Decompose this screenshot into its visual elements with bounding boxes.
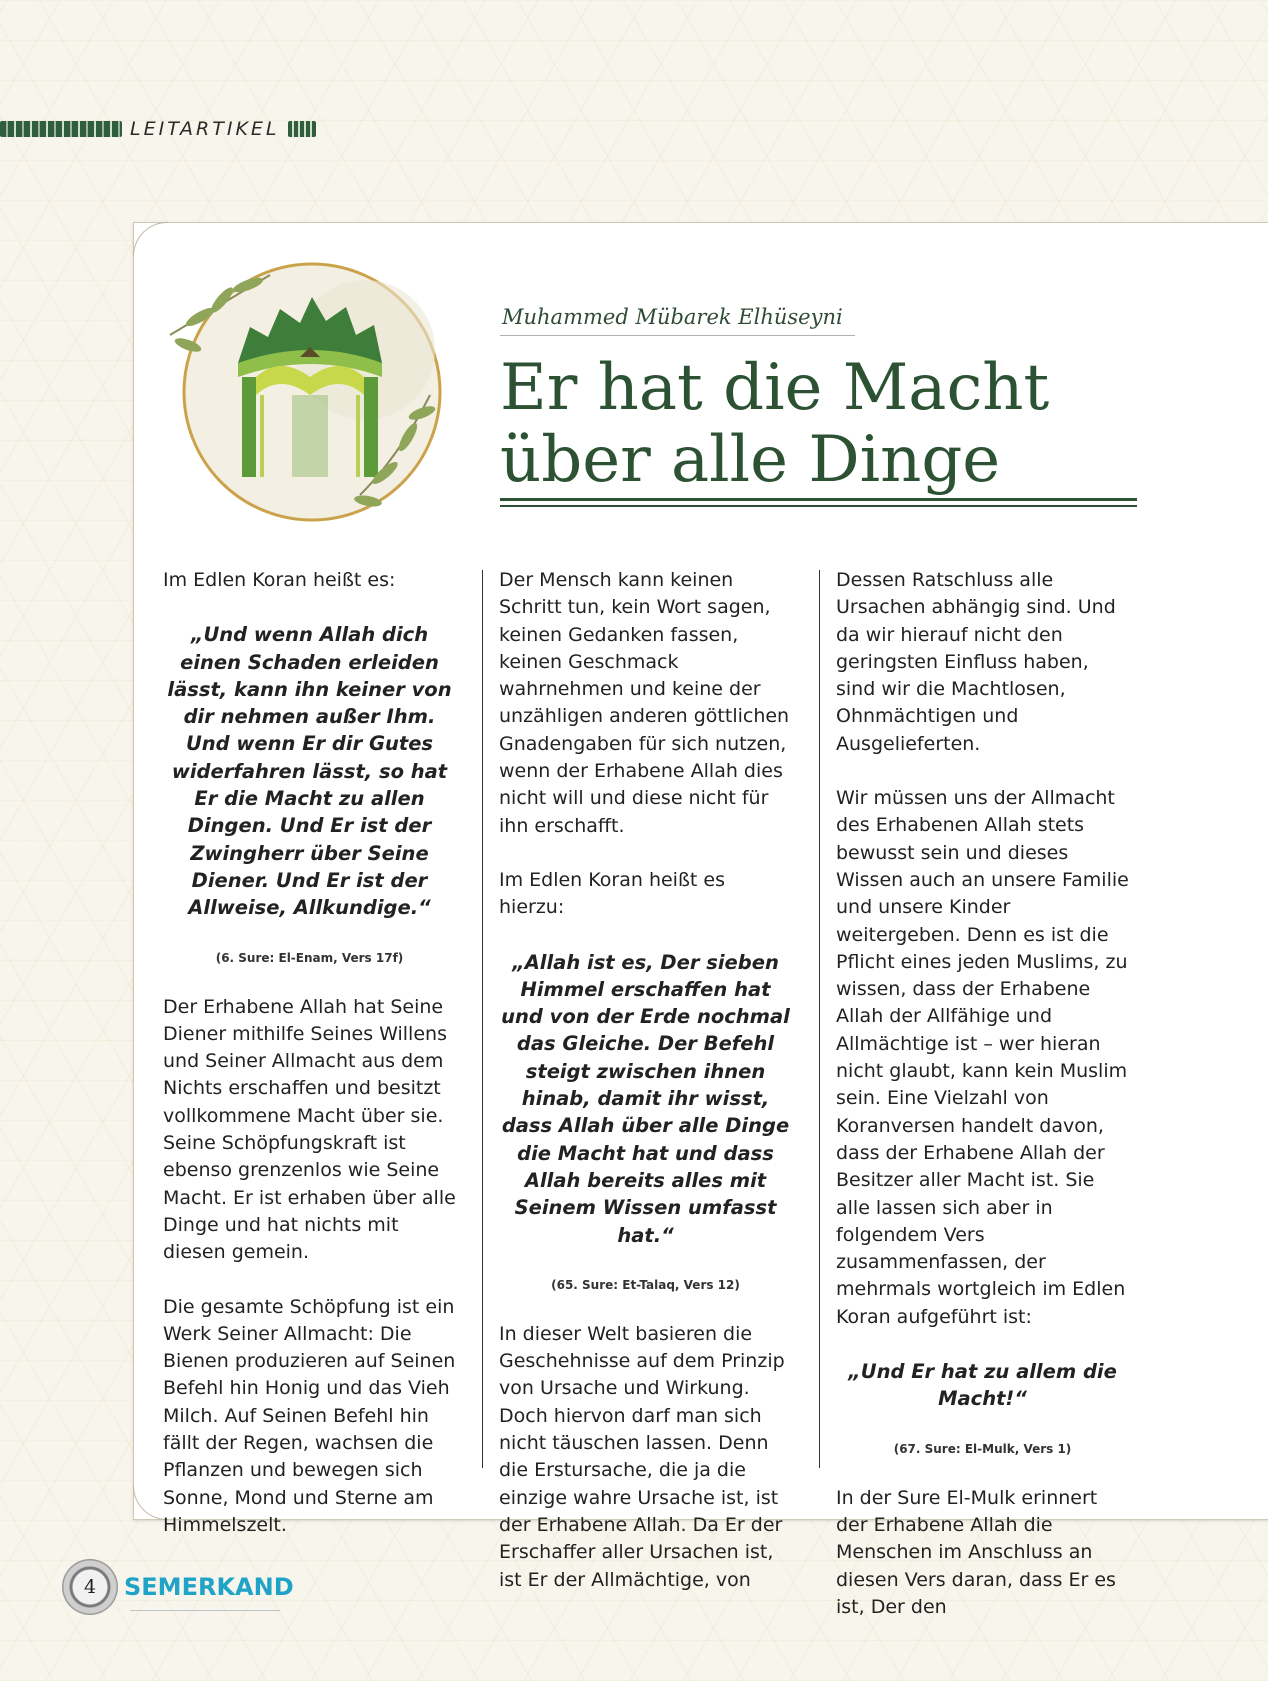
quote-source: (6. Sure: El-Enam, Vers 17f) [215, 950, 404, 965]
quote-source: (67. Sure: El-Mulk, Vers 1) [893, 1441, 1072, 1456]
quran-quote: „Und wenn Allah dich einen Schaden erleiden lässt, kann ihn keiner von dir nehmen außer Ihm. Und wenn Er dir Gutes widerfahren lässt, so hat Er die Macht zu allen Dingen. Und Er ist der Zwingherr über Seine Diener. Und Er ist der Allweise, Allkundige.“ [167, 623, 452, 920]
page-number: 4 [62, 1559, 118, 1615]
text-column-3 [836, 567, 1129, 1618]
section-tag [0, 116, 316, 142]
title-rule-top [500, 498, 1137, 501]
paragraph: Die gesamte Schöpfung ist ein Werk Seiner Allmacht: Die Bienen produzieren auf Seinen Befehl hin Honig und das Vieh Milch. Auf Seinen Befehl hin fällt der Regen, wachsen die Pflanzen und bewegen sich Sonne, Mond und Sterne am Himmelszelt. [163, 1295, 456, 1536]
brand-logo: SEMERKAND [124, 1573, 294, 1601]
mosque-dome-illustration [160, 245, 460, 535]
ornament-bar-right [288, 121, 316, 137]
text-column-1 [163, 567, 456, 1536]
paragraph: Wir müssen uns der Allmacht des Erhabenen Allah stets bewusst sein und dieses Wissen auch an unsere Familie und unsere Kinder weitergeben. Denn es ist die Pflicht eines jeden Muslims, zu wissen, dass der Erhabene Allah der Allfähige und Allmächtige ist – wer hieran nicht glaubt, kann kein Muslim sein. Eine Vielzahl von Koranversen handelt davon, dass der Erhabene Allah der Besitzer aller Macht ist. Sie alle lassen sich aber in folgendem Vers zusammenfassen, der mehrmals wortgleich im Edlen Koran aufgeführt ist: [836, 787, 1129, 1328]
section-label: LEITARTIKEL [130, 118, 280, 140]
page-footer [62, 1559, 294, 1615]
paragraph: Im Edlen Koran heißt es: [163, 569, 396, 591]
author-byline: Muhammed Mübarek Elhüseyni [500, 305, 855, 336]
quran-quote: „Allah ist es, Der sieben Himmel erschaffen hat und von der Erde nochmal das Gleiche. Der Befehl steigt zwischen ihnen hinab, damit ihr wisst, dass Allah über alle Dinge die Macht hat und dass Allah bereits alles mit Seinem Wissen umfasst hat.“ [501, 950, 790, 1247]
quran-quote: „Und Er hat zu allem die Macht!“ [848, 1360, 1117, 1411]
paragraph: Dessen Ratschluss alle Ursachen abhängig sind. Und da wir hierauf nicht den geringsten Einfluss haben, sind wir die Machtlosen, Ohnmächtigen und Ausgelieferten. [836, 569, 1116, 755]
paragraph: Der Mensch kann keinen Schritt tun, kein Wort sagen, keinen Gedanken fassen, keinen Geschmack wahrnehmen und keine der unzähligen anderen göttlichen Gnadengaben für sich nutzen, wenn der Erhabene Allah dies nicht will und diese nicht für ihn erschafft. [499, 569, 790, 837]
column-divider [482, 570, 483, 1468]
article-title: Er hat die Macht über alle Dinge [500, 351, 1050, 497]
ornament-bar-left [0, 121, 122, 137]
paragraph: Der Erhabene Allah hat Seine Diener mithilfe Seines Willens und Seiner Allmacht aus dem Nichts erschaffen und besitzt vollkommene Macht über sie. Seine Schöpfungskraft ist ebenso grenzenlos wie Seine Macht. Er ist erhaben über alle Dinge und hat nichts mit diesen gemein. [163, 995, 456, 1264]
quote-source: (65. Sure: Et-Talaq, Vers 12) [551, 1277, 740, 1292]
paragraph: Im Edlen Koran heißt es hierzu: [499, 868, 725, 919]
paragraph: In der Sure El-Mulk erinnert der Erhabene Allah die Menschen im Anschluss an diesen Vers daran, dass Er es ist, Der den [836, 1486, 1116, 1618]
text-column-2 [499, 567, 792, 1591]
title-rule-bottom [500, 505, 1137, 507]
column-divider [819, 570, 820, 1468]
paragraph: In dieser Welt basieren die Geschehnisse auf dem Prinzip von Ursache und Wirkung. Doch hiervon darf man sich nicht täuschen lassen. Denn die Erstursache, die ja die einzige wahre Ursache ist, ist der Erhabene Allah. Da Er der Erschaffer aller Ursachen ist, ist Er der Allmächtige, von [499, 1322, 785, 1591]
footer-rule [130, 1610, 280, 1611]
